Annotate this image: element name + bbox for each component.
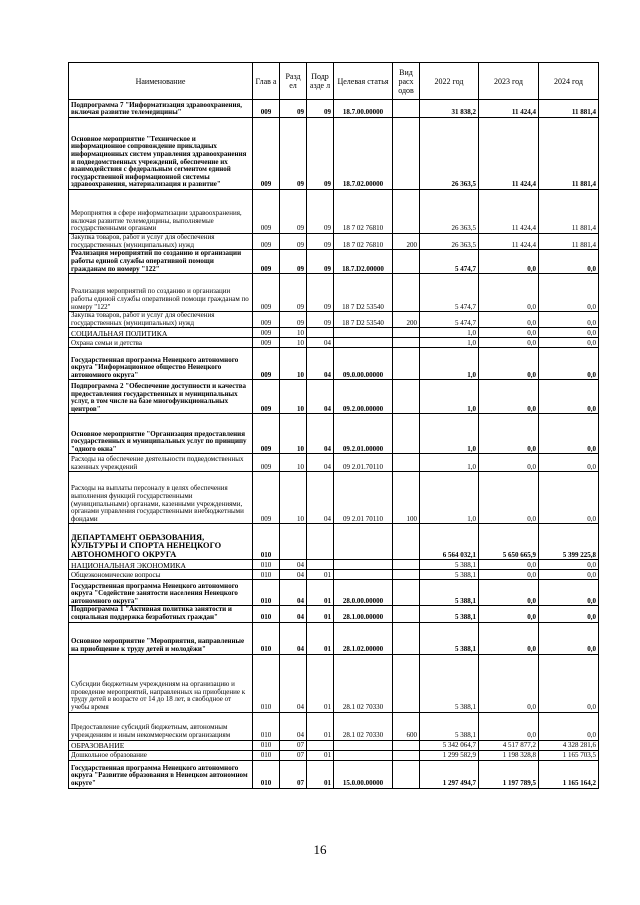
row-vid xyxy=(393,274,420,312)
row-podrazdel: 04 xyxy=(307,414,334,454)
row-glava: 009 xyxy=(253,190,280,234)
row-value-2024: 0,0 xyxy=(539,622,599,654)
table-row xyxy=(69,750,599,760)
row-vid xyxy=(393,328,420,338)
row-podrazdel: 09 xyxy=(307,190,334,234)
row-value-2022: 1,0 xyxy=(420,328,479,338)
row-vid xyxy=(393,118,420,190)
row-value-2023: 0,0 xyxy=(479,560,539,570)
row-razdel: 04 xyxy=(280,570,307,580)
row-glava: 009 xyxy=(253,338,280,348)
row-vid: 200 xyxy=(393,312,420,328)
row-podrazdel: 09 xyxy=(307,250,334,274)
row-name: Закупка товаров, работ и услуг для обеспечения государственных (муниципальных) нужд xyxy=(69,234,253,250)
row-value-2022: 1 297 494,7 xyxy=(420,760,479,788)
row-value-2023: 11 424,4 xyxy=(479,190,539,234)
row-podrazdel xyxy=(307,560,334,570)
row-value-2022: 1,0 xyxy=(420,472,479,524)
row-name: Основное мероприятие "Организация предоставления государственных и муниципальных услуг по принципу "одного окна" xyxy=(69,414,253,454)
row-target xyxy=(334,524,393,560)
row-podrazdel: 01 xyxy=(307,750,334,760)
row-razdel xyxy=(280,524,307,560)
row-razdel: 09 xyxy=(280,118,307,190)
row-value-2022: 5 474,7 xyxy=(420,250,479,274)
row-target: 18 7 02 76810 xyxy=(334,234,393,250)
table-row xyxy=(69,454,599,472)
row-value-2022: 1,0 xyxy=(420,338,479,348)
row-razdel: 09 xyxy=(280,234,307,250)
row-target xyxy=(334,338,393,348)
row-value-2022: 5 474,7 xyxy=(420,312,479,328)
table-row xyxy=(69,348,599,380)
row-name: Общеэкономические вопросы xyxy=(69,570,253,580)
row-name: Государственная программа Ненецкого автономного округа "Содействие занятости населения Ненецкого автономного округа" xyxy=(69,580,253,606)
row-vid xyxy=(393,606,420,622)
row-target xyxy=(334,560,393,570)
row-podrazdel: 04 xyxy=(307,338,334,348)
row-razdel: 10 xyxy=(280,338,307,348)
row-vid xyxy=(393,454,420,472)
row-value-2022: 5 474,7 xyxy=(420,274,479,312)
row-value-2023: 11 424,4 xyxy=(479,100,539,118)
row-value-2024: 0,0 xyxy=(539,712,599,740)
row-target: 28.1 02 70330 xyxy=(334,712,393,740)
row-value-2024: 0,0 xyxy=(539,250,599,274)
row-glava: 010 xyxy=(253,560,280,570)
row-value-2022: 5 342 064,7 xyxy=(420,740,479,750)
row-vid xyxy=(393,570,420,580)
row-value-2024: 0,0 xyxy=(539,606,599,622)
table-row xyxy=(69,760,599,788)
row-name: Дошкольное образование xyxy=(69,750,253,760)
row-razdel: 09 xyxy=(280,250,307,274)
row-value-2024: 0,0 xyxy=(539,414,599,454)
header-glava: Глав а xyxy=(253,63,280,100)
row-value-2023: 5 650 665,9 xyxy=(479,524,539,560)
header-vid: Вид расх одов xyxy=(393,63,420,100)
row-name: ДЕПАРТАМЕНТ ОБРАЗОВАНИЯ, КУЛЬТУРЫ И СПОРТА НЕНЕЦКОГО АВТОНОМНОГО ОКРУГА xyxy=(69,524,253,560)
row-razdel: 07 xyxy=(280,750,307,760)
row-glava: 009 xyxy=(253,118,280,190)
row-glava: 009 xyxy=(253,274,280,312)
row-name: Реализация мероприятий по созданию и организации работы единой службы оперативной помощи гражданам по номеру "122" xyxy=(69,274,253,312)
row-glava: 009 xyxy=(253,348,280,380)
row-vid xyxy=(393,250,420,274)
row-razdel: 07 xyxy=(280,760,307,788)
row-glava: 010 xyxy=(253,740,280,750)
table-row xyxy=(69,312,599,328)
row-razdel: 09 xyxy=(280,100,307,118)
table-row xyxy=(69,606,599,622)
header-2024: 2024 год xyxy=(539,63,599,100)
row-glava: 010 xyxy=(253,524,280,560)
table-row xyxy=(69,414,599,454)
row-value-2023: 11 424,4 xyxy=(479,118,539,190)
row-glava: 009 xyxy=(253,312,280,328)
row-glava: 010 xyxy=(253,712,280,740)
row-podrazdel: 01 xyxy=(307,654,334,712)
row-name: Государственная программа Ненецкого автономного округа "Развитие образования в Ненецком автономном округе" xyxy=(69,760,253,788)
row-name: Охрана семьи и детства xyxy=(69,338,253,348)
table-row xyxy=(69,234,599,250)
row-value-2022: 31 838,2 xyxy=(420,100,479,118)
row-glava: 009 xyxy=(253,250,280,274)
row-razdel: 09 xyxy=(280,312,307,328)
row-value-2023: 0,0 xyxy=(479,472,539,524)
row-name: ОБРАЗОВАНИЕ xyxy=(69,740,253,750)
row-value-2023: 0,0 xyxy=(479,606,539,622)
row-value-2024: 0,0 xyxy=(539,454,599,472)
row-name: НАЦИОНАЛЬНАЯ ЭКОНОМИКА xyxy=(69,560,253,570)
row-name: Основное мероприятие "Техническое и информационное сопровождение прикладных информационных систем управления здравоохранения и подведомственных учреждений, обеспечение их взаимодействия с федеральным сегментом единой государственной информационной системы здравоохранения, материализация и развитие" xyxy=(69,118,253,190)
table-row xyxy=(69,712,599,740)
row-target: 28.1.00.00000 xyxy=(334,606,393,622)
row-podrazdel: 04 xyxy=(307,348,334,380)
row-target: 09.2.01.00000 xyxy=(334,414,393,454)
row-value-2023: 0,0 xyxy=(479,380,539,414)
page-number: 16 xyxy=(313,842,327,857)
row-razdel: 09 xyxy=(280,190,307,234)
table-row xyxy=(69,622,599,654)
row-razdel: 04 xyxy=(280,622,307,654)
row-target: 18 7 02 76810 xyxy=(334,190,393,234)
row-glava: 009 xyxy=(253,414,280,454)
row-podrazdel: 09 xyxy=(307,312,334,328)
row-razdel: 10 xyxy=(280,328,307,338)
row-target: 28.1 02 70330 xyxy=(334,654,393,712)
header-razdel: Разд ел xyxy=(280,63,307,100)
table-row xyxy=(69,118,599,190)
row-name: Реализация мероприятий по созданию и организации работы единой службы оперативной помощи гражданам по номеру "122" xyxy=(69,250,253,274)
row-name: Основное мероприятие "Мероприятия, направленные на приобщение к труду детей и молодёжи" xyxy=(69,622,253,654)
row-target: 09.2.00.00000 xyxy=(334,380,393,414)
table-row xyxy=(69,380,599,414)
table-row xyxy=(69,560,599,570)
table-row xyxy=(69,328,599,338)
row-podrazdel: 01 xyxy=(307,712,334,740)
row-name: Мероприятия в сфере информатизации здравоохранения, включая развитие телемедицины, выполняемые государственными органами xyxy=(69,190,253,234)
header-podrazdel: Подр азде л xyxy=(307,63,334,100)
row-value-2024: 0,0 xyxy=(539,654,599,712)
row-value-2022: 26 363,5 xyxy=(420,190,479,234)
row-value-2022: 5 388,1 xyxy=(420,712,479,740)
row-value-2024: 0,0 xyxy=(539,580,599,606)
row-target: 18 7 D2 53540 xyxy=(334,274,393,312)
row-value-2023: 0,0 xyxy=(479,622,539,654)
row-podrazdel xyxy=(307,328,334,338)
table-row xyxy=(69,190,599,234)
row-target: 09.0.00.00000 xyxy=(334,348,393,380)
table-row xyxy=(69,580,599,606)
row-podrazdel: 01 xyxy=(307,580,334,606)
budget-table xyxy=(68,62,599,789)
row-razdel: 09 xyxy=(280,274,307,312)
row-podrazdel: 04 xyxy=(307,380,334,414)
row-value-2023: 0,0 xyxy=(479,570,539,580)
row-target: 18.7.D2.00000 xyxy=(334,250,393,274)
row-razdel: 04 xyxy=(280,560,307,570)
row-glava: 010 xyxy=(253,606,280,622)
row-value-2024: 0,0 xyxy=(539,380,599,414)
row-glava: 009 xyxy=(253,234,280,250)
row-target xyxy=(334,750,393,760)
row-razdel: 10 xyxy=(280,454,307,472)
row-vid xyxy=(393,524,420,560)
row-razdel: 07 xyxy=(280,740,307,750)
row-value-2024: 0,0 xyxy=(539,274,599,312)
row-vid: 600 xyxy=(393,712,420,740)
row-podrazdel xyxy=(307,524,334,560)
table-row xyxy=(69,524,599,560)
row-vid xyxy=(393,100,420,118)
row-vid xyxy=(393,760,420,788)
row-vid xyxy=(393,348,420,380)
table-row xyxy=(69,740,599,750)
row-glava: 010 xyxy=(253,654,280,712)
row-glava: 010 xyxy=(253,570,280,580)
row-razdel: 04 xyxy=(280,580,307,606)
row-name: Предоставление субсидий бюджетным, автономным учреждениям и иным некоммерческим организациям xyxy=(69,712,253,740)
row-target: 28.0.00.00000 xyxy=(334,580,393,606)
row-value-2022: 1,0 xyxy=(420,348,479,380)
row-value-2023: 0,0 xyxy=(479,328,539,338)
row-target xyxy=(334,570,393,580)
row-vid xyxy=(393,414,420,454)
row-name: Государственная программа Ненецкого автономного округа "Информационное общество Ненецкого автономного округа" xyxy=(69,348,253,380)
row-glava: 010 xyxy=(253,580,280,606)
row-value-2023: 4 517 877,2 xyxy=(479,740,539,750)
table-row xyxy=(69,654,599,712)
row-value-2024: 1 165 703,5 xyxy=(539,750,599,760)
row-value-2024: 11 881,4 xyxy=(539,190,599,234)
row-glava: 009 xyxy=(253,472,280,524)
row-value-2022: 1 299 582,9 xyxy=(420,750,479,760)
row-glava: 009 xyxy=(253,454,280,472)
row-razdel: 10 xyxy=(280,472,307,524)
row-target xyxy=(334,328,393,338)
row-podrazdel xyxy=(307,740,334,750)
header-name: Наименование xyxy=(69,63,253,100)
row-target xyxy=(334,740,393,750)
row-target: 18 7 D2 53540 xyxy=(334,312,393,328)
row-value-2022: 26 363,5 xyxy=(420,118,479,190)
row-value-2022: 1,0 xyxy=(420,380,479,414)
row-glava: 009 xyxy=(253,380,280,414)
row-value-2024: 0,0 xyxy=(539,338,599,348)
row-value-2023: 1 197 789,5 xyxy=(479,760,539,788)
row-value-2024: 0,0 xyxy=(539,472,599,524)
row-podrazdel: 04 xyxy=(307,472,334,524)
row-value-2022: 5 388,1 xyxy=(420,560,479,570)
header-2022: 2022 год xyxy=(420,63,479,100)
row-razdel: 10 xyxy=(280,414,307,454)
table-row xyxy=(69,472,599,524)
row-vid xyxy=(393,380,420,414)
row-vid: 100 xyxy=(393,472,420,524)
row-name: Расходы на выплаты персоналу в целях обеспечения выполнения функций государственными (муниципальными) органами, казенными учреждениями, органами управления государственными внебюджетными фондами xyxy=(69,472,253,524)
row-value-2024: 5 399 225,8 xyxy=(539,524,599,560)
row-value-2023: 0,0 xyxy=(479,348,539,380)
row-value-2023: 0,0 xyxy=(479,580,539,606)
row-glava: 010 xyxy=(253,750,280,760)
row-vid xyxy=(393,338,420,348)
row-glava: 009 xyxy=(253,100,280,118)
row-value-2022: 5 388,1 xyxy=(420,606,479,622)
row-podrazdel: 01 xyxy=(307,622,334,654)
table-row xyxy=(69,570,599,580)
row-name: Расходы на обеспечение деятельности подведомственных казенных учреждений xyxy=(69,454,253,472)
row-vid xyxy=(393,190,420,234)
table-row xyxy=(69,274,599,312)
table-row xyxy=(69,338,599,348)
row-target: 09 2.01.70110 xyxy=(334,454,393,472)
row-value-2022: 5 388,1 xyxy=(420,570,479,580)
row-value-2024: 11 881,4 xyxy=(539,118,599,190)
header-row xyxy=(69,63,599,100)
row-value-2023: 0,0 xyxy=(479,654,539,712)
row-value-2023: 0,0 xyxy=(479,274,539,312)
row-value-2023: 0,0 xyxy=(479,712,539,740)
row-target: 18.7.00.00000 xyxy=(334,100,393,118)
row-glava: 010 xyxy=(253,760,280,788)
row-razdel: 10 xyxy=(280,348,307,380)
row-razdel: 04 xyxy=(280,654,307,712)
row-podrazdel: 09 xyxy=(307,234,334,250)
row-name: Закупка товаров, работ и услуг для обеспечения государственных (муниципальных) нужд xyxy=(69,312,253,328)
row-vid xyxy=(393,740,420,750)
row-value-2023: 11 424,4 xyxy=(479,234,539,250)
row-podrazdel: 01 xyxy=(307,570,334,580)
row-value-2022: 1,0 xyxy=(420,454,479,472)
row-razdel: 04 xyxy=(280,712,307,740)
row-podrazdel: 09 xyxy=(307,100,334,118)
row-name: Подпрограмма 1 "Активная политика занятости и социальная поддержка безработных граждан" xyxy=(69,606,253,622)
row-podrazdel: 09 xyxy=(307,274,334,312)
row-razdel: 04 xyxy=(280,606,307,622)
row-value-2024: 0,0 xyxy=(539,348,599,380)
row-value-2024: 4 328 281,6 xyxy=(539,740,599,750)
row-name: Субсидии бюджетным учреждениям на организацию и проведение мероприятий, направленных на приобщение к труду детей в возрасте от 14 до 18 лет, в свободное от учебы время xyxy=(69,654,253,712)
row-value-2022: 1,0 xyxy=(420,414,479,454)
table-row xyxy=(69,250,599,274)
row-podrazdel: 09 xyxy=(307,118,334,190)
row-value-2022: 5 388,1 xyxy=(420,622,479,654)
row-value-2024: 0,0 xyxy=(539,328,599,338)
row-vid xyxy=(393,654,420,712)
row-vid xyxy=(393,580,420,606)
row-target: 18.7.02.00000 xyxy=(334,118,393,190)
row-razdel: 10 xyxy=(280,380,307,414)
row-name: СОЦИАЛЬНАЯ ПОЛИТИКА xyxy=(69,328,253,338)
row-podrazdel: 04 xyxy=(307,454,334,472)
row-value-2022: 26 363,5 xyxy=(420,234,479,250)
row-target: 15.0.00.00000 xyxy=(334,760,393,788)
row-vid: 200 xyxy=(393,234,420,250)
row-value-2023: 1 198 328,8 xyxy=(479,750,539,760)
row-target: 28.1.02.00000 xyxy=(334,622,393,654)
row-vid xyxy=(393,622,420,654)
header-2023: 2023 год xyxy=(479,63,539,100)
row-value-2023: 0,0 xyxy=(479,454,539,472)
row-podrazdel: 01 xyxy=(307,760,334,788)
row-value-2024: 11 881,4 xyxy=(539,100,599,118)
header-target: Целевая статья xyxy=(334,63,393,100)
row-value-2022: 6 564 032,1 xyxy=(420,524,479,560)
row-podrazdel: 01 xyxy=(307,606,334,622)
row-vid xyxy=(393,750,420,760)
row-value-2024: 11 881,4 xyxy=(539,234,599,250)
row-name: Подпрограмма 2 "Обеспечение доступности и качества предоставления государственных и муниципальных услуг, в том числе на базе многофункциональных центров" xyxy=(69,380,253,414)
row-value-2023: 0,0 xyxy=(479,338,539,348)
row-value-2024: 1 165 164,2 xyxy=(539,760,599,788)
budget-table-sheet xyxy=(68,62,598,789)
row-name: Подпрограмма 7 "Информатизация здравоохранения, включая развитие телемедицины" xyxy=(69,100,253,118)
row-value-2024: 0,0 xyxy=(539,312,599,328)
row-value-2022: 5 388,1 xyxy=(420,580,479,606)
row-value-2023: 0,0 xyxy=(479,312,539,328)
row-value-2023: 0,0 xyxy=(479,414,539,454)
row-target: 09 2.01 70110 xyxy=(334,472,393,524)
row-value-2022: 5 388,1 xyxy=(420,654,479,712)
row-glava: 010 xyxy=(253,622,280,654)
row-glava: 009 xyxy=(253,328,280,338)
row-value-2024: 0,0 xyxy=(539,570,599,580)
table-row xyxy=(69,100,599,118)
row-vid xyxy=(393,560,420,570)
row-value-2024: 0,0 xyxy=(539,560,599,570)
row-value-2023: 0,0 xyxy=(479,250,539,274)
